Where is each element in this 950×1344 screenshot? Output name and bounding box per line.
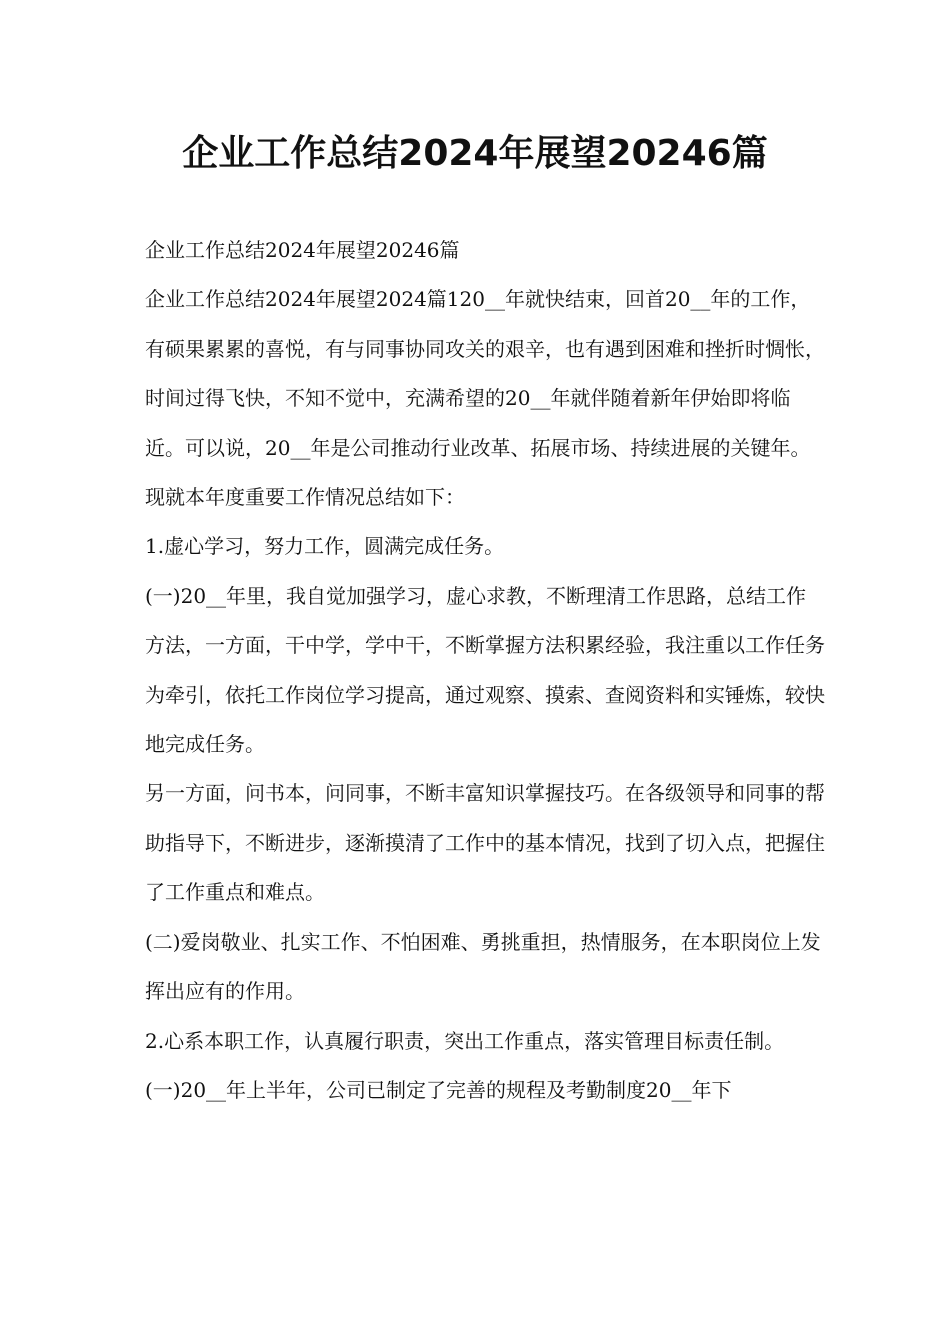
paragraph-section-1-item-2: (二)爱岗敬业、扎实工作、不怕困难、勇挑重担，热情服务，在本职岗位上发挥出应有的作用。 [145,929,821,1004]
paragraph-section-1-item-1: (一)20__年里，我自觉加强学习，虚心求教，不断理清工作思路，总结工作方法，一方面，干中学，学中干，不断掌握方法积累经验，我注重以工作任务为牵引，依托工作岗位学习提高，通过观察、摸索、查阅资料和实锤炼，较快地完成任务。 [145,583,825,757]
paragraph-intro: 企业工作总结2024年展望2024篇120__年就快结束，回首20__年的工作，有硕果累累的喜悦，有与同事协同攻关的艰辛，也有遇到困难和挫折时惆怅，时间过得飞快，不知不觉中，充满希望的20__年就伴随着新年伊始即将临近。可以说，20__年是公司推动行业改革、拓展市场、持续进展的关键年。现就本年度重要工作情况总结如下： [145,287,825,510]
paragraph-section-1-item-1-cont: 另一方面，问书本，问同事，不断丰富知识掌握技巧。在各级领导和同事的帮助指导下，不断进步，逐渐摸清了工作中的基本情况，找到了切入点，把握住了工作重点和难点。 [145,781,825,905]
paragraph-section-1-heading: 1.虚心学习，努力工作，圆满完成任务。 [145,534,505,559]
paragraph-section-2-heading: 2.心系本职工作，认真履行职责，突出工作重点，落实管理目标责任制。 [145,1028,785,1053]
document-body [145,226,825,1115]
paragraph-subtitle: 企业工作总结2024年展望20246篇 [145,238,460,262]
document-title: 企业工作总结2024年展望20246篇 [182,133,768,174]
paragraph-section-2-item-1: (一)20__年上半年，公司已制定了完善的规程及考勤制度20__年下 [145,1077,732,1102]
